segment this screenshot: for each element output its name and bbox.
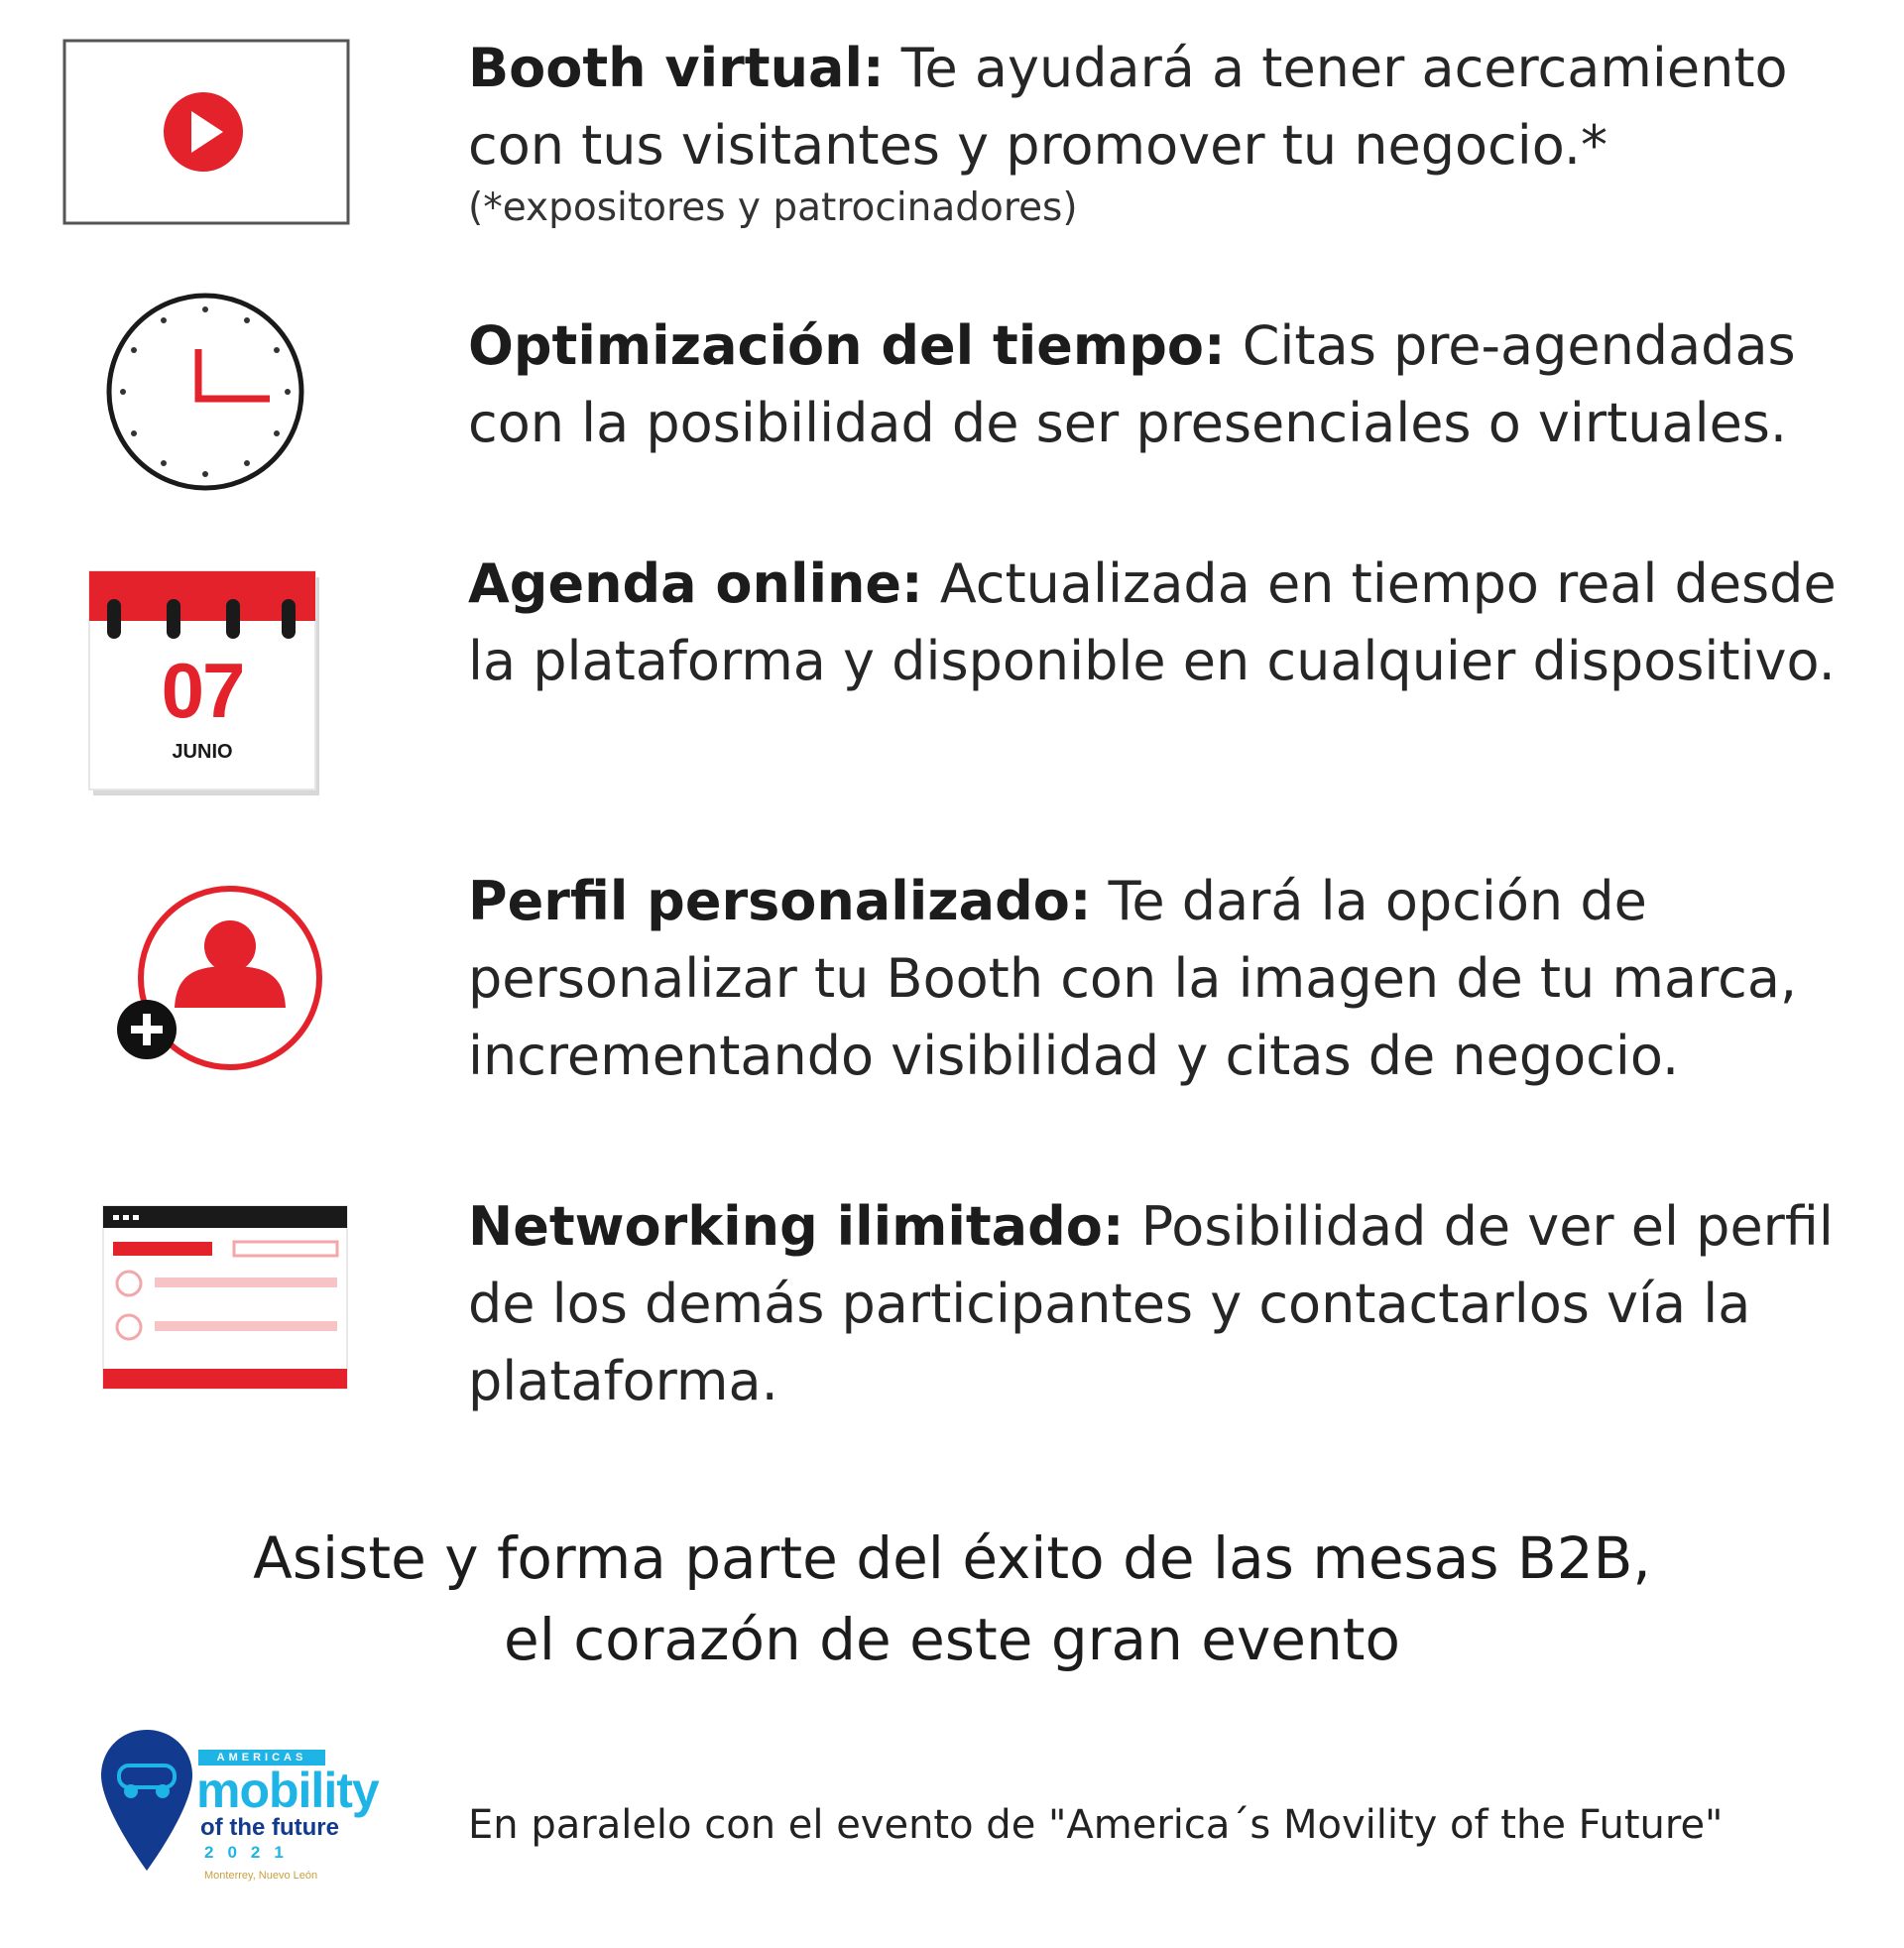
clock-icon [103,290,307,494]
feature-text [468,307,1856,462]
browser-contacts-icon [101,1204,349,1393]
feature-text [468,546,1856,700]
map-pin-icon [97,1726,196,1875]
feature-body: Te ayudará a tener acercamiento con tus visitantes y promover tu negocio.* [468,37,1788,177]
feature-text [468,1188,1856,1420]
calendar-icon [85,563,323,801]
feature-title: Agenda online: [468,552,923,615]
video-play-icon [61,38,351,226]
feature-text [468,30,1856,232]
cta-line-2: el corazón de este gran evento [504,1606,1400,1673]
logo-location: Monterrey, Nuevo León [204,1870,318,1882]
add-user-icon [107,879,325,1077]
feature-body: Posibilidad de ver el perfil de los demás participantes y contactarlos vía la plataforma. [468,1195,1834,1412]
logo-word: mobility [196,1763,379,1818]
feature-body: Actualizada en tiempo real desde la plataforma y disponible en cualquier dispositivo. [468,552,1837,692]
feature-note: (*expositores y patrocinadores) [468,185,1078,230]
footer-note: En paralelo con el evento de "America´s Movility of the Future" [468,1802,1724,1848]
cta-line-1: Asiste y forma parte del éxito de las mesas B2B, [253,1524,1651,1592]
feature-title: Perfil personalizado: [468,870,1092,932]
feature-text [468,863,1856,1095]
feature-title: Optimización del tiempo: [468,314,1226,377]
feature-title: Booth virtual: [468,37,885,99]
logo-year: 2021 [204,1843,298,1862]
calendar-month: JUNIO [172,741,233,763]
feature-body: Te dará la opción de personalizar tu Booth con la imagen de tu marca, incrementando visibilidad y citas de negocio. [468,870,1798,1087]
logo-top-label: AMERICAS [198,1750,325,1765]
logo-tagline: of the future [200,1814,339,1841]
call-to-action [0,1518,1904,1680]
mobility-future-logo [97,1726,424,1904]
feature-body: Citas pre-agendadas con la posibilidad de ser presenciales o virtuales. [468,314,1796,454]
calendar-day: 07 [161,647,244,734]
feature-title: Networking ilimitado: [468,1195,1125,1258]
